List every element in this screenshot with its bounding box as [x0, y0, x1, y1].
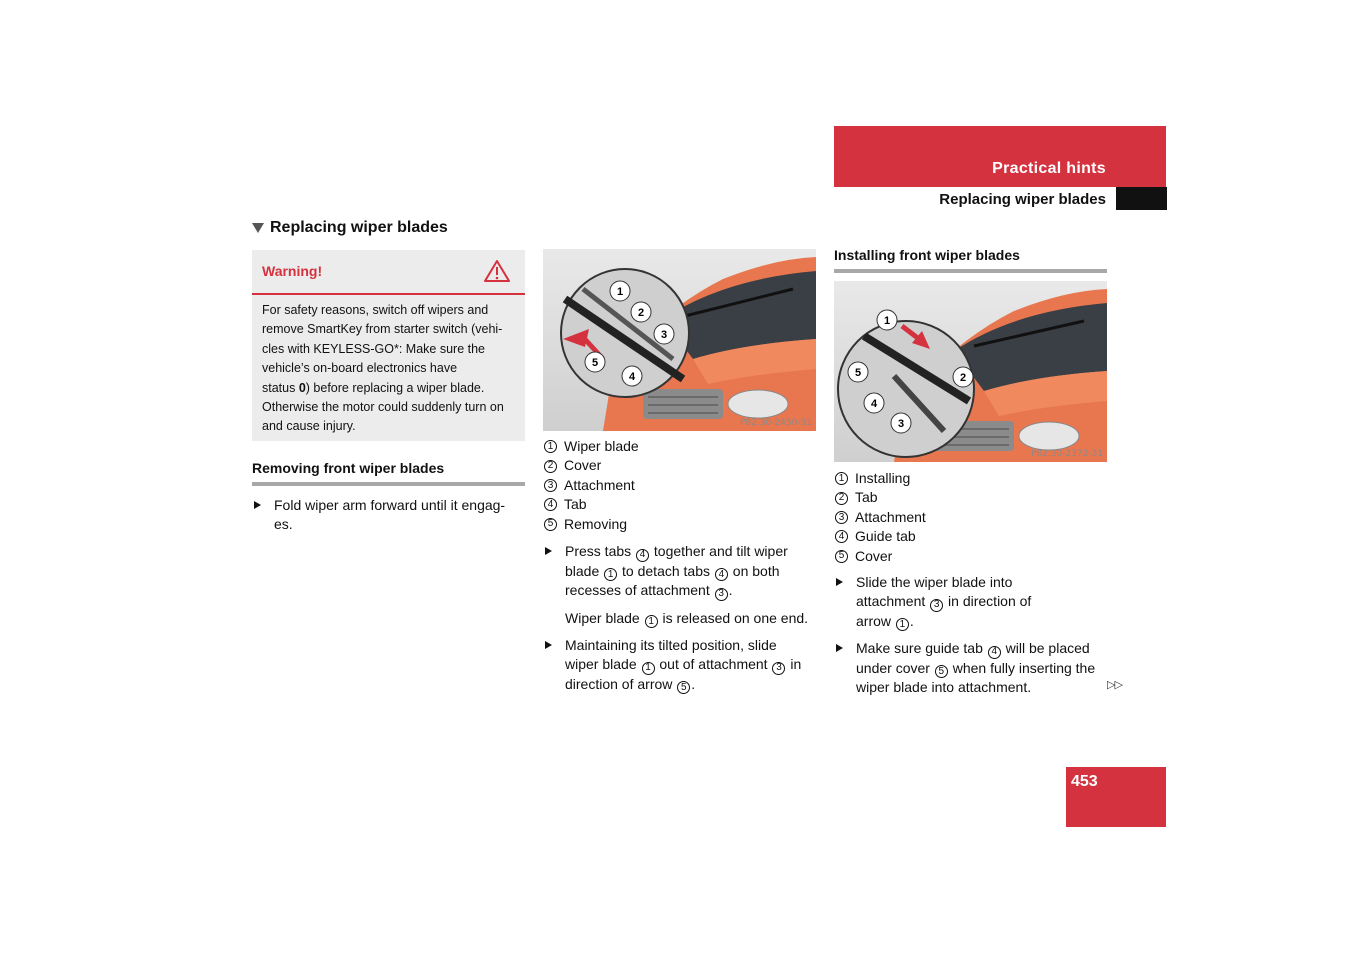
triangle-down-icon — [252, 223, 264, 233]
legend-item: 4 Tab — [543, 495, 816, 514]
legend-item: 3 Attachment — [834, 508, 1107, 527]
warning-triangle-icon — [483, 259, 511, 283]
svg-text:4: 4 — [870, 398, 878, 410]
step-slide-out: Maintaining its tilted position, slide wiper blade 1 out of attachment 3 in direction of arrow 5 . — [543, 636, 816, 694]
warning-line: remove SmartKey from starter switch (vehi- — [262, 322, 503, 337]
figure-code: P82.30-2372-31 — [1030, 449, 1103, 459]
step-guide-tab: Make sure guide tab 4 will be placed under cover 5 when fully inserting the wiper blade into attachment. — [834, 639, 1107, 697]
warning-line: Otherwise the motor could suddenly turn on — [262, 400, 504, 415]
figure2-legend — [834, 469, 1107, 566]
car-wiper-install-illustration — [834, 281, 1107, 462]
figure-installing — [834, 281, 1107, 462]
continued-arrows-icon: ▷▷ — [1107, 679, 1122, 691]
figure-code: P82.30-2450-31 — [739, 418, 812, 428]
warning-header — [252, 250, 525, 295]
note-released: Wiper blade 1 is released on one end. — [565, 609, 809, 627]
legend-item: 1 Wiper blade — [543, 437, 816, 456]
warning-box — [252, 250, 525, 441]
warning-line: and cause injury. — [262, 419, 356, 434]
legend-item: 1 Installing — [834, 469, 1107, 488]
removing-heading: Removing front wiper blades — [252, 460, 525, 486]
legend-item: 2 Cover — [543, 456, 816, 475]
legend-item: 5 Removing — [543, 515, 816, 534]
removing-steps — [252, 496, 525, 535]
warning-label: Warning! — [262, 263, 323, 279]
svg-text:1: 1 — [616, 286, 624, 298]
section-title-header: Practical hints — [992, 160, 1106, 177]
installing-heading: Installing front wiper blades — [834, 247, 1107, 273]
warning-line: cles with KEYLESS-GO*: Make sure the — [262, 341, 486, 356]
figure-removing — [543, 249, 816, 431]
warning-line: vehicle’s on-board electronics have — [262, 361, 458, 376]
warning-line-status: status 0) before replacing a wiper blade. — [262, 380, 485, 395]
svg-text:5: 5 — [591, 357, 599, 369]
page-number: 453 — [1071, 773, 1098, 790]
page-title-text: Replacing wiper blades — [270, 219, 448, 236]
removing-step: Fold wiper arm forward until it engag- es. — [252, 496, 525, 535]
svg-text:3: 3 — [660, 329, 668, 341]
svg-text:5: 5 — [854, 367, 862, 379]
svg-text:2: 2 — [637, 307, 645, 319]
legend-item: 2 Tab — [834, 488, 1107, 507]
svg-text:2: 2 — [959, 372, 967, 384]
status-value: 0 — [298, 380, 306, 395]
page-title — [252, 219, 448, 237]
legend-item: 3 Attachment — [543, 476, 816, 495]
figure1-legend — [543, 437, 816, 534]
removing-steps-detail — [543, 542, 816, 694]
step-press-tabs: Press tabs 4 together and tilt wiper blade 1 to detach tabs 4 on both recesses of attachment 3 . — [543, 542, 816, 601]
svg-text:1: 1 — [883, 315, 891, 327]
subsection-title-header: Replacing wiper blades — [939, 191, 1106, 208]
legend-item: 5 Cover — [834, 547, 1107, 566]
installing-steps — [834, 573, 1107, 698]
header-tab-marker — [1116, 187, 1167, 210]
svg-text:3: 3 — [897, 418, 905, 430]
step-slide-in: Slide the wiper blade into attachment 3 in direction of arrow 1 . — [834, 573, 1107, 631]
warning-body — [252, 295, 525, 437]
svg-text:4: 4 — [628, 371, 636, 383]
legend-item: 4 Guide tab — [834, 527, 1107, 546]
car-wiper-illustration — [543, 249, 816, 431]
warning-line: For safety reasons, switch off wipers and — [262, 303, 489, 317]
